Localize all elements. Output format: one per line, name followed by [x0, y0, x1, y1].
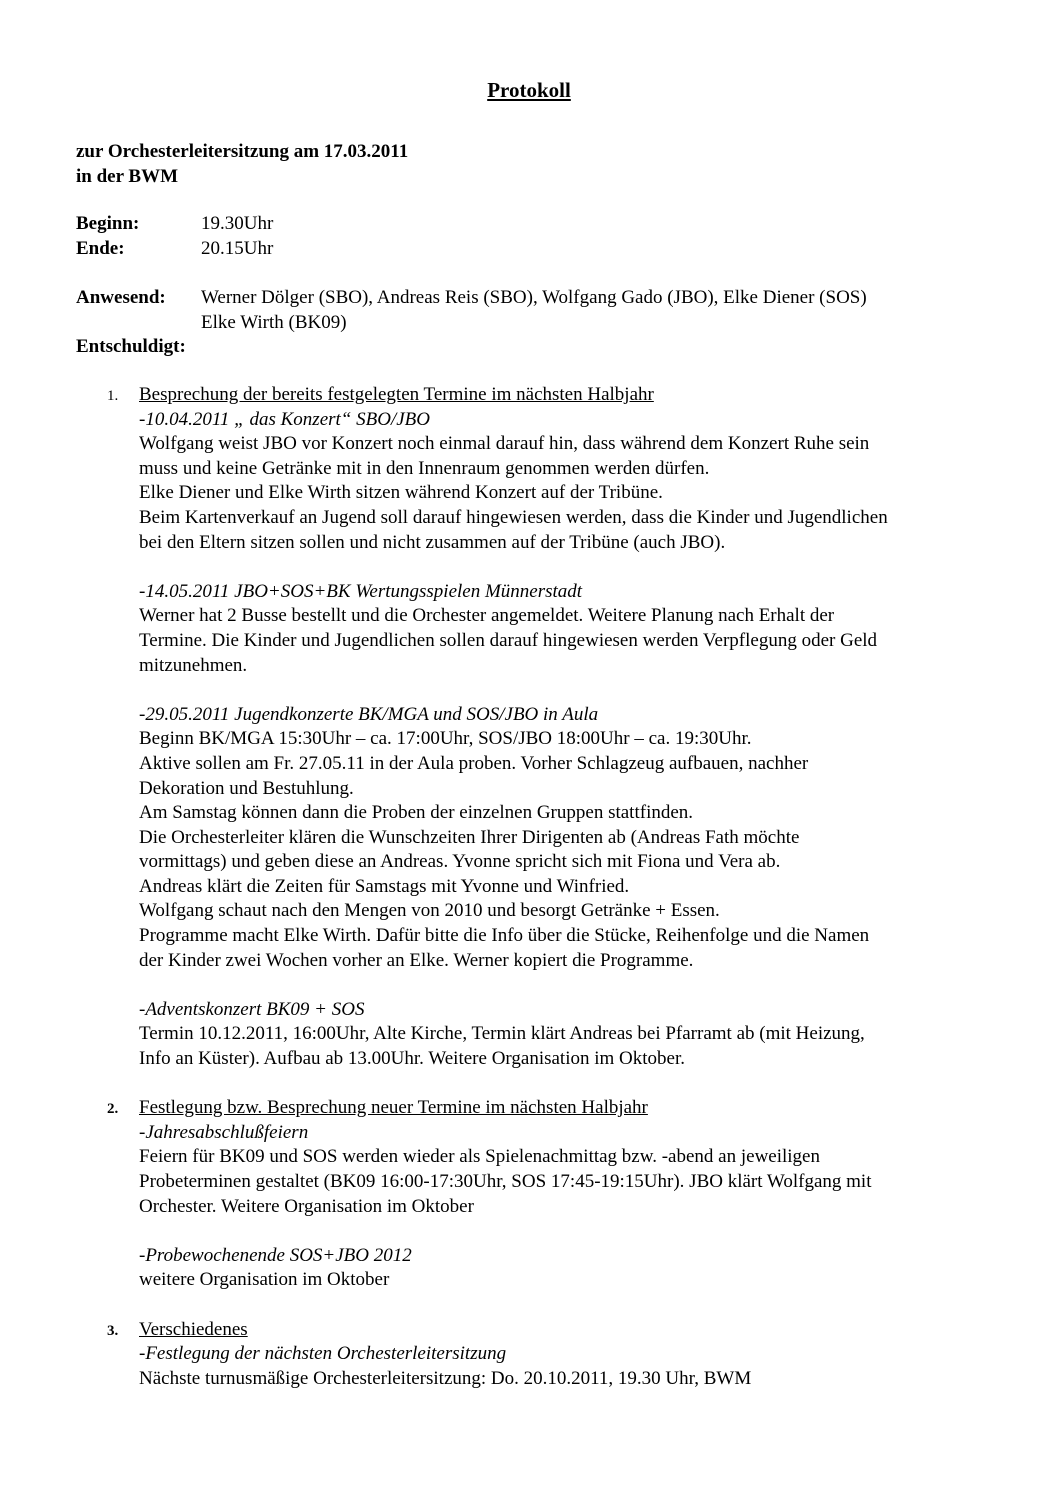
- text-line: vormittags) und geben diese an Andreas. Yvonne spricht sich mit Fiona und Vera ab.: [139, 851, 781, 873]
- subheading-concert: -10.04.2011 „ das Konzert“ SBO/JBO: [139, 408, 430, 430]
- text-line: Wolfgang schaut nach den Mengen von 2010 und besorgt Getränke + Essen.: [139, 900, 720, 922]
- text-line: Dekoration und Bestuhlung.: [139, 777, 354, 799]
- meeting-header: [76, 140, 408, 189]
- agenda-item-2: [76, 1096, 996, 1317]
- agenda-item-3: [76, 1318, 996, 1392]
- text-line: der Kinder zwei Wochen vorher an Elke. Werner kopiert die Programme.: [139, 949, 694, 971]
- text-line: Werner hat 2 Busse bestellt und die Orchester angemeldet. Weitere Planung nach Erhalt der: [139, 605, 835, 627]
- document-title: Protokoll: [487, 78, 571, 102]
- present-names-2: Elke Wirth (BK09): [201, 311, 347, 333]
- item-heading: Festlegung bzw. Besprechung neuer Termine im nächsten Halbjahr: [139, 1097, 648, 1119]
- text-line: Info an Küster). Aufbau ab 13.00Uhr. Weitere Organisation im Oktober.: [139, 1048, 686, 1070]
- subheading-probewochenende: -Probewochenende SOS+JBO 2012: [139, 1244, 412, 1266]
- text-line: Orchester. Weitere Organisation im Oktober: [139, 1195, 474, 1217]
- subheading-jahresabschluss: -Jahresabschlußfeiern: [139, 1121, 309, 1143]
- text-line: Nächste turnusmäßige Orchesterleitersitzung: Do. 20.10.2011, 19.30 Uhr, BWM: [139, 1367, 752, 1389]
- text-line: weitere Organisation im Oktober: [139, 1269, 390, 1291]
- text-line: bei den Eltern sitzen sollen und nicht zusammen auf der Tribüne (auch JBO).: [139, 531, 726, 553]
- agenda-item-1: [76, 383, 996, 1096]
- item-number: 2.: [107, 1101, 119, 1118]
- end-value: 20.15Uhr: [201, 237, 274, 259]
- present-names-1: Werner Dölger (SBO), Andreas Reis (SBO), Wolfgang Gado (JBO), Elke Diener (SOS): [201, 287, 867, 308]
- end-label: Ende:: [76, 237, 125, 259]
- item-heading: Verschiedenes: [139, 1318, 248, 1340]
- text-line: Termine. Die Kinder und Jugendlichen sollen darauf hingewiesen werden Verpflegung oder Geld: [139, 629, 878, 651]
- text-line: Beginn BK/MGA 15:30Uhr – ca. 17:00Uhr, SOS/JBO 18:00Uhr – ca. 19:30Uhr.: [139, 728, 752, 750]
- text-line: Die Orchesterleiter klären die Wunschzeiten Ihrer Dirigenten ab (Andreas Fath möchte: [139, 826, 800, 848]
- subheading-adventskonzert: -Adventskonzert BK09 + SOS: [139, 998, 365, 1020]
- text-line: muss und keine Getränke mit in den Innenraum genommen werden dürfen.: [139, 457, 710, 479]
- text-line: mitzunehmen.: [139, 654, 248, 676]
- text-line: Aktive sollen am Fr. 27.05.11 in der Aula proben. Vorher Schlagzeug aufbauen, nachher: [139, 752, 809, 774]
- present-label: Anwesend:: [76, 287, 166, 308]
- text-line: Beim Kartenverkauf an Jugend soll darauf hingewiesen werden, dass die Kinder und Jugendlichen: [139, 506, 888, 528]
- excused-label: Entschuldigt:: [76, 336, 186, 358]
- text-line: Andreas klärt die Zeiten für Samstags mit Yvonne und Winfried.: [139, 875, 630, 897]
- item-heading: Besprechung der bereits festgelegten Termine im nächsten Halbjahr: [139, 384, 654, 405]
- text-line: Wolfgang weist JBO vor Konzert noch einmal darauf hin, dass während dem Konzert Ruhe sein: [139, 433, 870, 455]
- text-line: Elke Diener und Elke Wirth sitzen während Konzert auf der Tribüne.: [139, 482, 663, 504]
- item-number: 1.: [107, 388, 119, 404]
- text-line: Probeterminen gestaltet (BK09 16:00-17:30Uhr, SOS 17:45-19:15Uhr). JBO klärt Wolfgang mit: [139, 1171, 872, 1192]
- subheading-wertungsspiele: -14.05.2011 JBO+SOS+BK Wertungsspielen Münnerstadt: [139, 580, 583, 602]
- text-line: Am Samstag können dann die Proben der einzelnen Gruppen stattfinden.: [139, 802, 694, 824]
- subheading-next-meeting: -Festlegung der nächsten Orchesterleitersitzung: [139, 1343, 507, 1365]
- begin-label: Beginn:: [76, 213, 140, 234]
- meeting-line: zur Orchesterleitersitzung am 17.03.2011: [76, 141, 409, 162]
- text-line: Termin 10.12.2011, 16:00Uhr, Alte Kirche, Termin klärt Andreas bei Pfarramt ab (mit Heizung,: [139, 1023, 865, 1045]
- agenda-items: [76, 383, 996, 1391]
- location-line: in der BWM: [76, 165, 179, 187]
- text-line: Feiern für BK09 und SOS werden wieder als Spielenachmittag bzw. -abend an jeweiligen: [139, 1146, 820, 1168]
- begin-value: 19.30Uhr: [201, 213, 274, 234]
- subheading-jugendkonzerte: -29.05.2011 Jugendkonzerte BK/MGA und SOS/JBO in Aula: [139, 703, 599, 725]
- item-number: 3.: [107, 1322, 119, 1339]
- text-line: Programme macht Elke Wirth. Dafür bitte die Info über die Stücke, Reihenfolge und die Namen: [139, 925, 870, 947]
